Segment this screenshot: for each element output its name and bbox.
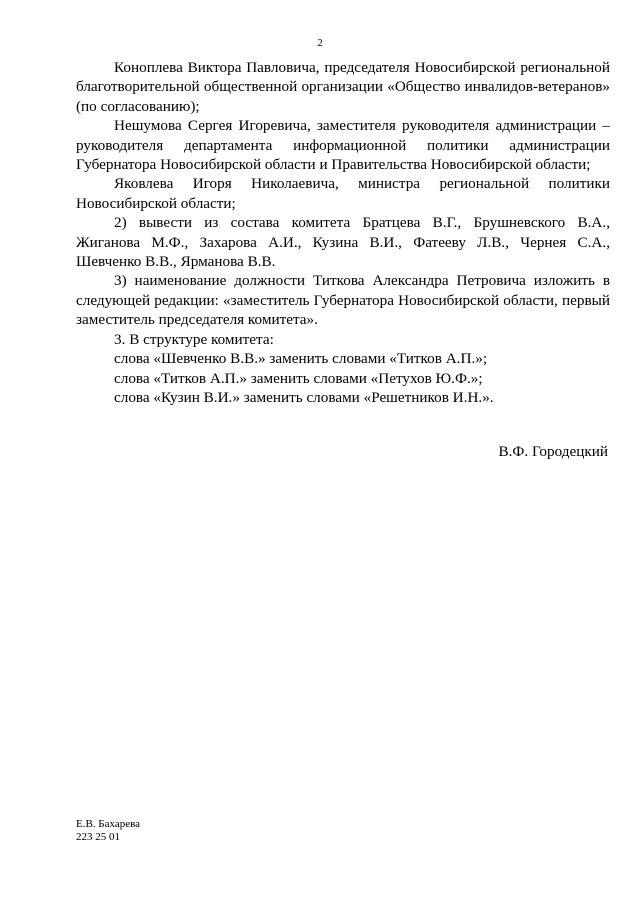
footer-executor-block <box>76 818 140 844</box>
paragraph-titkov-position: 3) наименование должности Титкова Александра Петровича изложить в следующей редакции: «заместитель Губернатора Новосибирской области, первый заместитель председателя комитета». <box>76 272 610 329</box>
paragraph-yakovlev: Яковлева Игоря Николаевича, министра региональной политики Новосибирской области; <box>76 175 610 212</box>
signature: В.Ф. Городецкий <box>498 443 608 460</box>
paragraph-replace-kuzin: слова «Кузин В.И.» заменить словами «Решетников И.Н.». <box>114 388 494 406</box>
paragraph-replace-titkov: слова «Титков А.П.» заменить словами «Петухов Ю.Ф.»; <box>114 369 483 387</box>
page-number: 2 <box>317 37 323 49</box>
paragraph-structure-heading: 3. В структуре комитета: <box>114 330 274 348</box>
paragraph-remove-members: 2) вывести из состава комитета Братцева В.Г., Брушневского В.А., Жиганова М.Ф., Захарова А.И., Кузина В.И., Фатееву Л.В., Чернея С.А., Шевченко В.В., Ярманова В.В. <box>76 214 610 271</box>
executor-phone: 223 25 01 <box>76 831 120 843</box>
document-body <box>76 58 610 407</box>
executor-name: Е.В. Бахарева <box>76 818 141 830</box>
paragraph-neshumov: Нешумова Сергея Игоревича, заместителя руководителя администрации – руководителя департамента информационной политики администрации Губернатора Новосибирской области и Правительства Новосибирской области; <box>76 117 610 174</box>
paragraph-konopleva: Коноплева Виктора Павловича, председателя Новосибирской региональной благотворительной общественной организации «Общество инвалидов-ветеранов» (по согласованию); <box>76 59 610 115</box>
paragraph-replace-shevchenko: слова «Шевченко В.В.» заменить словами «Титков А.П.»; <box>114 350 488 368</box>
